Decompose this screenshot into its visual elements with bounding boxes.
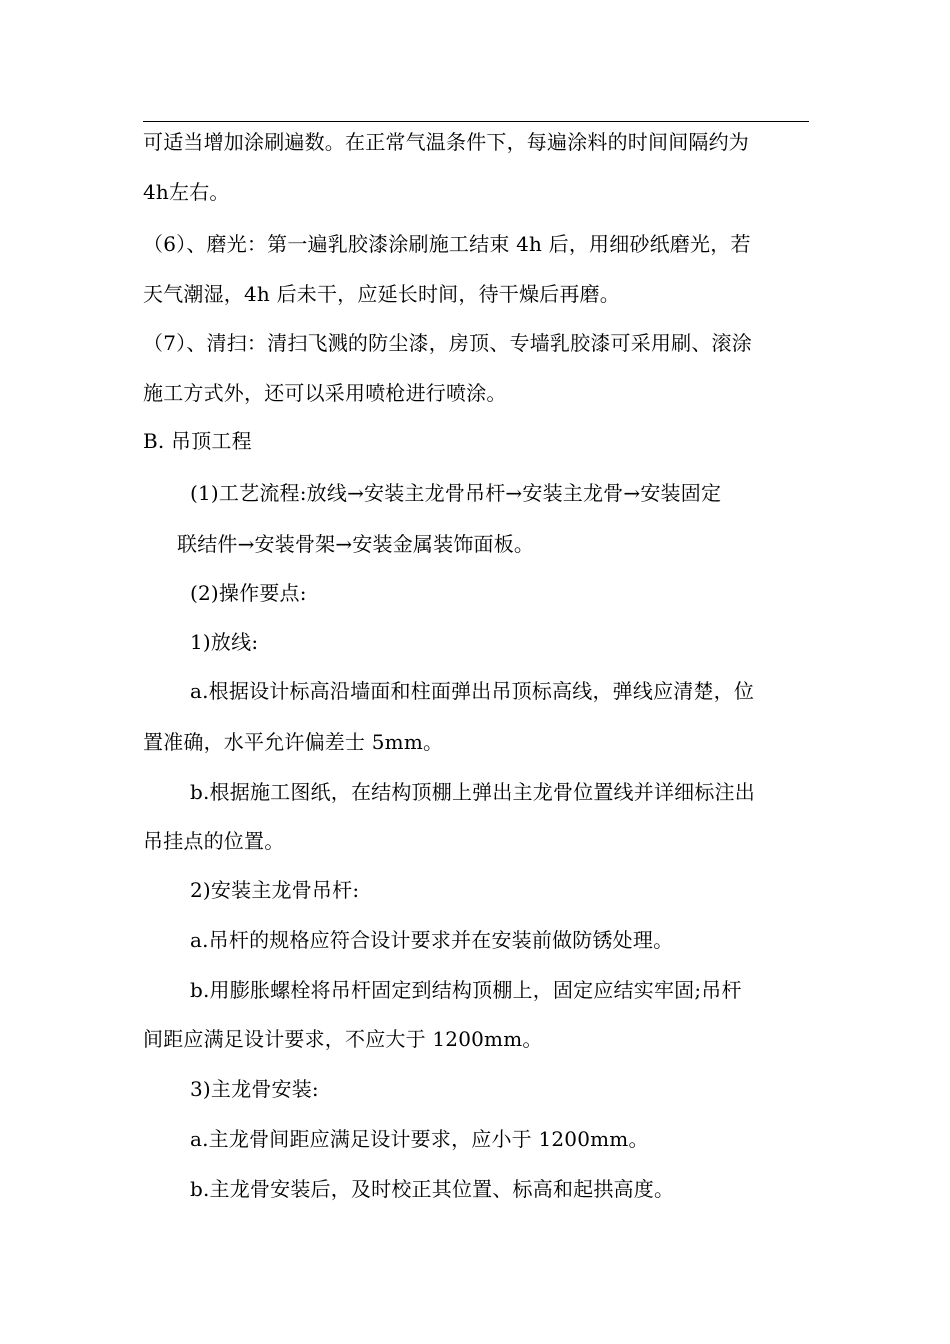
body-line: 置准确，水平允许偏差士 5mm。 bbox=[143, 730, 444, 754]
body-line: 4h左右。 bbox=[143, 180, 230, 204]
section-heading: B. 吊顶工程 bbox=[143, 429, 252, 453]
body-line: a.吊杆的规格应符合设计要求并在安装前做防锈处理。 bbox=[190, 928, 674, 952]
header-rule bbox=[143, 121, 809, 122]
body-line: 联结件→安装骨架→安装金属装饰面板。 bbox=[177, 532, 535, 556]
body-line: a.主龙骨间距应满足设计要求，应小于 1200mm。 bbox=[190, 1127, 649, 1151]
body-line: 1)放线: bbox=[190, 630, 259, 654]
body-line: 天气潮湿，4h 后未干，应延长时间，待干燥后再磨。 bbox=[143, 282, 620, 306]
body-line: （6）、磨光：第一遍乳胶漆涂刷施工结束 4h 后，用细砂纸磨光，若 bbox=[143, 232, 751, 256]
body-line: 3)主龙骨安装: bbox=[190, 1077, 319, 1101]
body-line: (1)工艺流程:放线→安装主龙骨吊杆→安装主龙骨→安装固定 bbox=[190, 481, 722, 505]
body-line: 施工方式外，还可以采用喷枪进行喷涂。 bbox=[143, 381, 507, 405]
body-line: b.根据施工图纸，在结构顶棚上弹出主龙骨位置线并详细标注出 bbox=[190, 780, 755, 804]
body-line: （7）、清扫：清扫飞溅的防尘漆，房顶、专墙乳胶漆可采用刷、滚涂 bbox=[143, 331, 752, 355]
body-line: 可适当增加涂刷遍数。在正常气温条件下，每遍涂料的时间间隔约为 bbox=[143, 130, 749, 154]
body-line: 吊挂点的位置。 bbox=[143, 829, 285, 853]
body-line: b.主龙骨安装后，及时校正其位置、标高和起拱高度。 bbox=[190, 1177, 675, 1201]
body-line: 间距应满足设计要求，不应大于 1200mm。 bbox=[143, 1027, 543, 1051]
body-line: b.用膨胀螺栓将吊杆固定到结构顶棚上，固定应结实牢固;吊杆 bbox=[190, 978, 742, 1002]
body-line: 2)安装主龙骨吊杆: bbox=[190, 878, 360, 902]
body-line: a.根据设计标高沿墙面和柱面弹出吊顶标高线，弹线应清楚，位 bbox=[190, 679, 755, 703]
body-line: (2)操作要点: bbox=[190, 581, 307, 605]
